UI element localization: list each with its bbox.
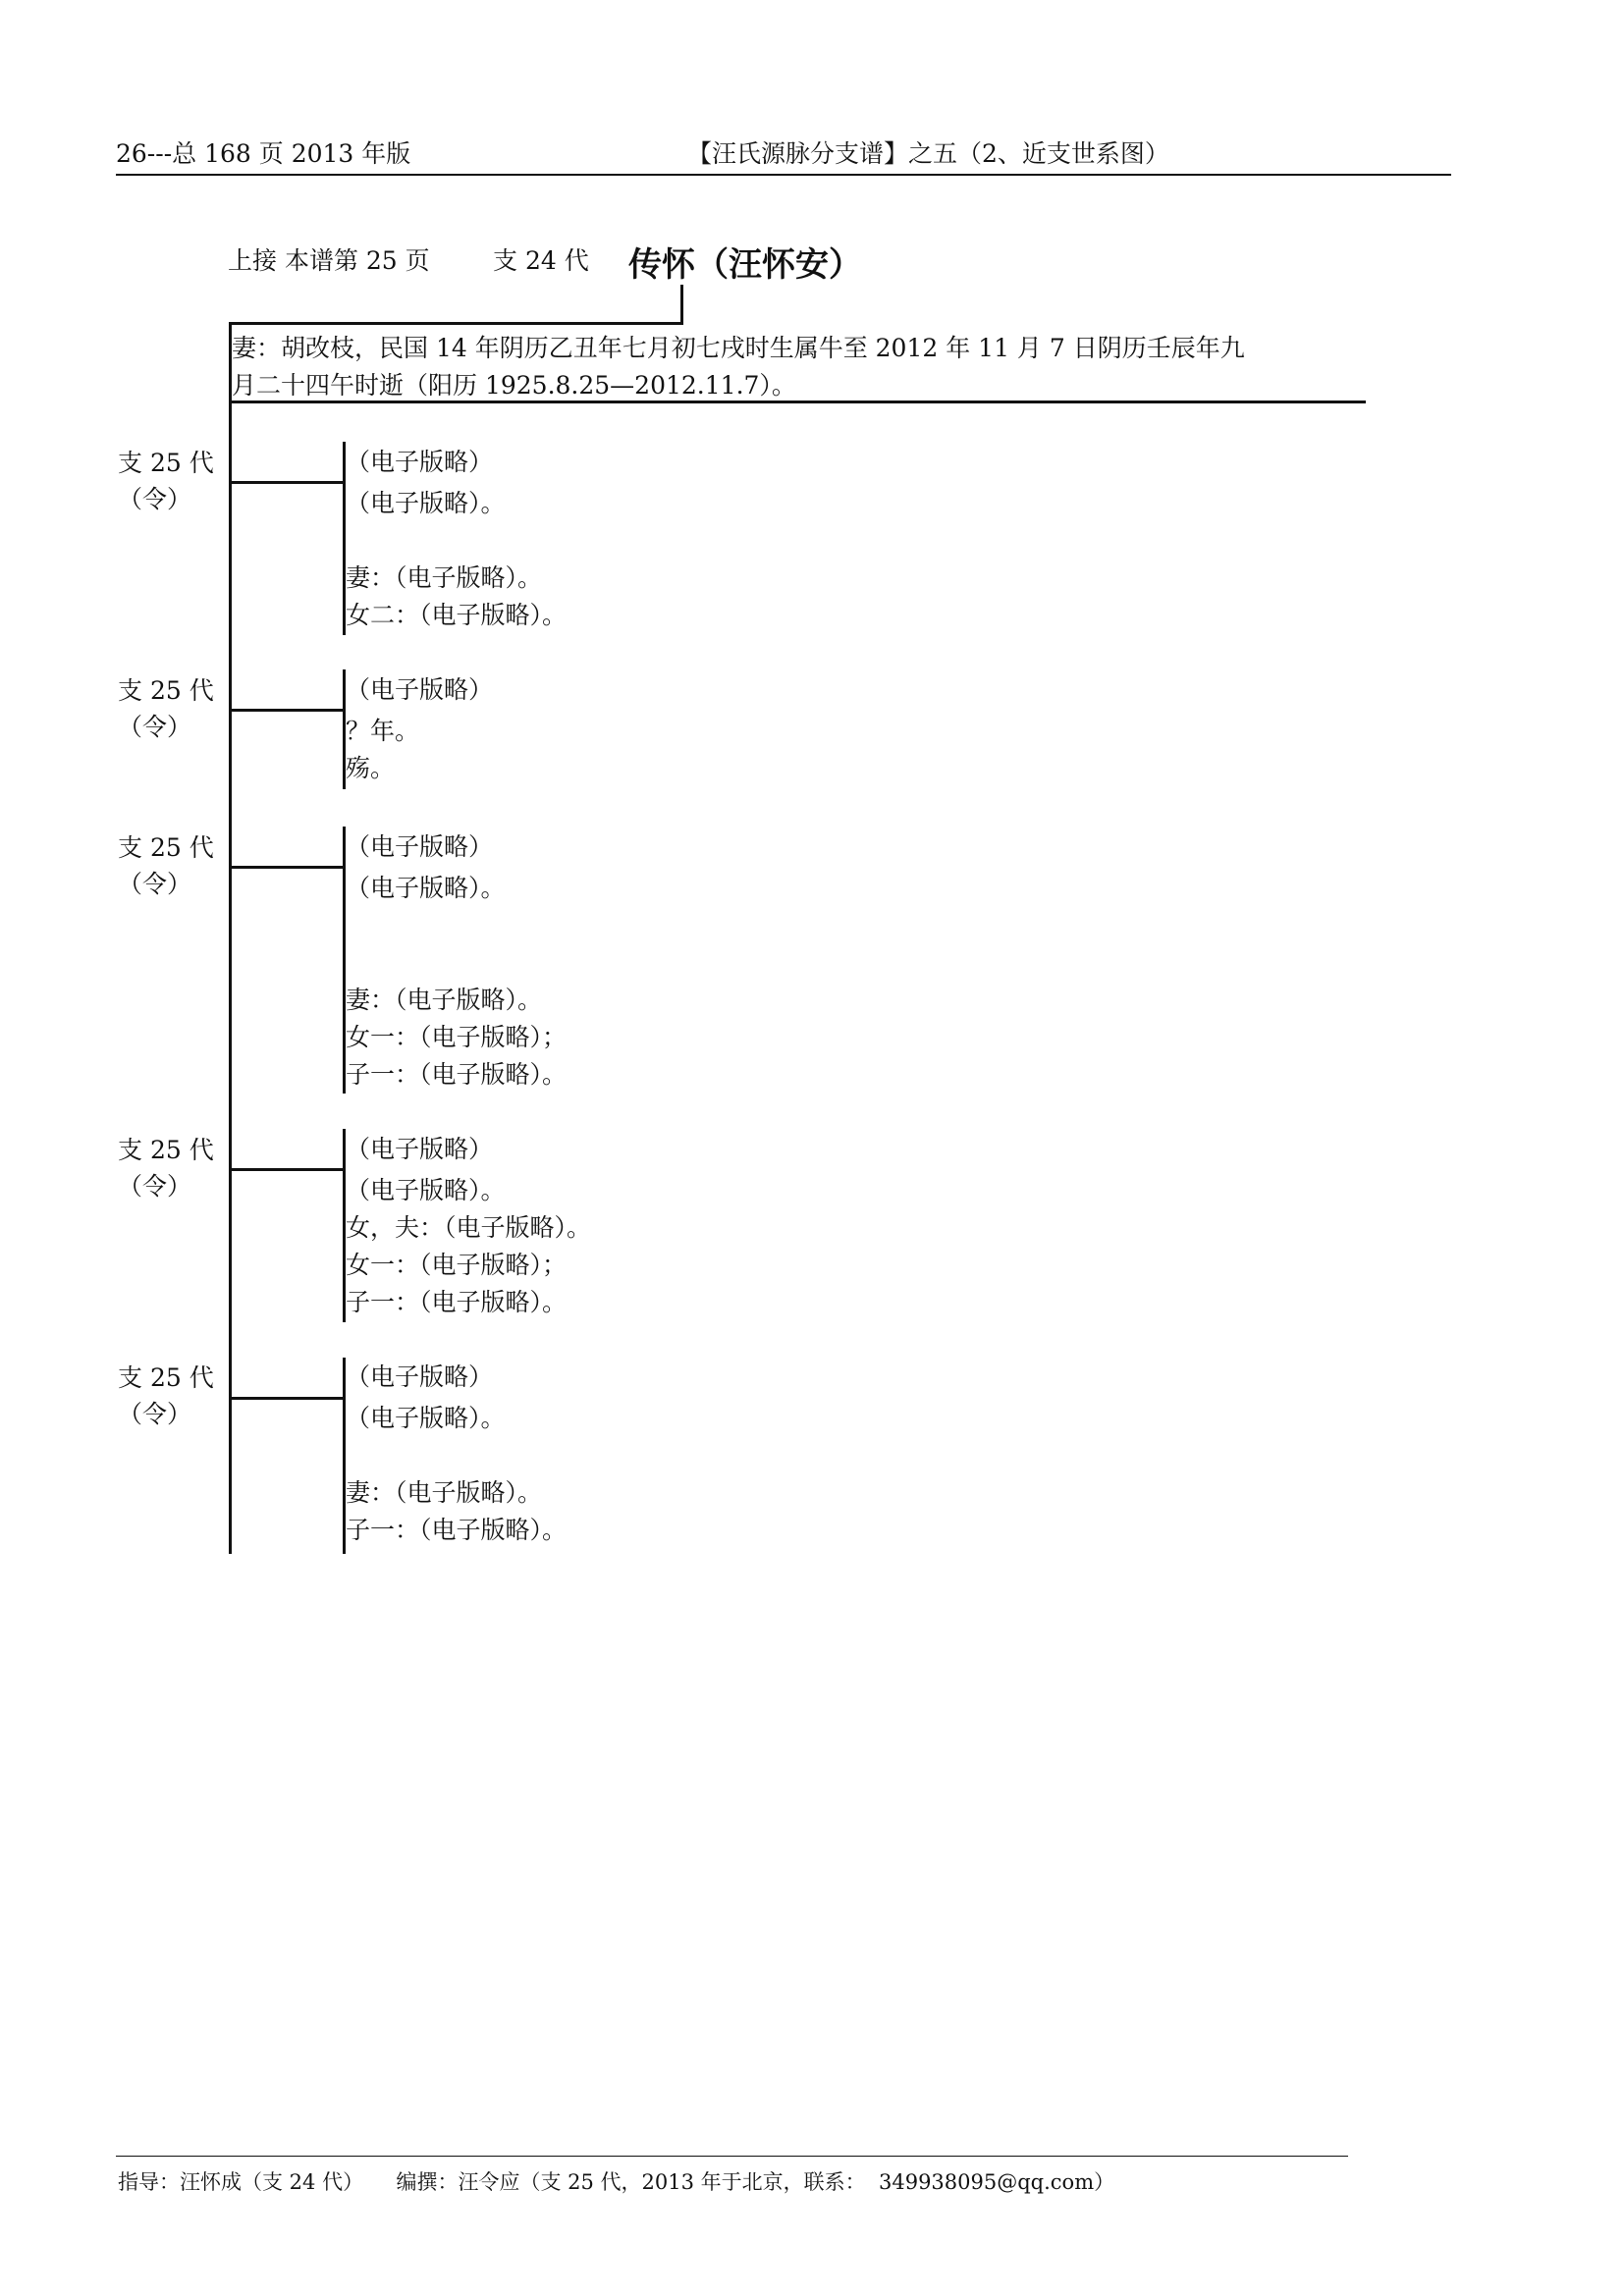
child-3-line — [346, 907, 567, 944]
child-5-line: 妻：（电子版略）。 — [346, 1478, 543, 1507]
family-trunk — [229, 322, 232, 1554]
child-2-line: （电子版略） — [346, 675, 494, 704]
child-3-line — [346, 944, 567, 982]
footer-text: 指导：汪怀成（支 24 代） 编撰：汪令应（支 25 代，2013 年于北京，联系： 349938095@qq.com） — [118, 2170, 1115, 2194]
child-3-line: （电子版略） — [346, 832, 494, 861]
root-wife-line-2: 月二十四午时逝（阳历 1925.8.25—2012.11.7）。 — [232, 371, 796, 400]
child-1-line — [346, 522, 567, 560]
child-1-line: 妻：（电子版略）。 — [346, 563, 543, 592]
child-1-line: （电子版略）。 — [346, 489, 506, 517]
root-wife-rule — [229, 400, 1366, 403]
child-4-line: 子一：（电子版略）。 — [346, 1288, 568, 1316]
child-5-details — [346, 1359, 567, 1549]
header-left: 26---总 168 页 2013 年版 — [116, 139, 411, 168]
footer-rule — [116, 2156, 1348, 2157]
header-rule — [116, 174, 1451, 176]
child-4-generation: 支 25 代 — [118, 1136, 214, 1164]
child-3-line: 妻：（电子版略）。 — [346, 986, 543, 1014]
child-2-sub: （令） — [118, 713, 192, 741]
child-3-line: 子一：（电子版略）。 — [346, 1060, 568, 1089]
child-3-branch — [229, 866, 345, 869]
child-5-line: （电子版略）。 — [346, 1404, 506, 1432]
child-1-branch — [229, 481, 345, 484]
child-4-line: 女一：（电子版略）； — [346, 1251, 568, 1279]
child-5-line: 子一：（电子版略）。 — [346, 1516, 568, 1544]
child-4-line: （电子版略） — [346, 1135, 494, 1163]
child-5-generation: 支 25 代 — [118, 1363, 214, 1392]
root-ref: 上接 本谱第 25 页 — [228, 246, 430, 275]
root-wife-line-1: 妻：胡改枝，民国 14 年阴历乙丑年七月初七戌时生属牛至 2012 年 11 月 7 日阴历壬辰年九 — [232, 334, 1245, 362]
child-4-line: （电子版略）。 — [346, 1176, 506, 1204]
root-stem — [680, 285, 683, 324]
child-5-line — [346, 1437, 567, 1474]
child-2-line: ？年。 — [346, 717, 420, 745]
header-right: 【汪氏源脉分支谱】之五（2、近支世系图） — [687, 139, 1169, 168]
child-1-details — [346, 444, 567, 634]
child-3-details — [346, 828, 567, 1094]
root-name: 传怀（汪怀安） — [628, 245, 862, 285]
child-1-sub: （令） — [118, 485, 192, 513]
child-3-line: （电子版略）。 — [346, 874, 506, 902]
child-2-details — [346, 671, 493, 787]
child-1-generation: 支 25 代 — [118, 449, 214, 477]
child-4-sub: （令） — [118, 1172, 192, 1201]
child-3-line: 女一：（电子版略）； — [346, 1023, 568, 1051]
child-1-line: （电子版略） — [346, 448, 494, 476]
root-bar — [229, 322, 683, 325]
child-5-sub: （令） — [118, 1400, 192, 1428]
child-2-line: 殇。 — [346, 754, 396, 782]
child-3-sub: （令） — [118, 870, 192, 898]
child-2-branch — [229, 709, 345, 712]
root-generation: 支 24 代 — [493, 246, 589, 275]
child-5-branch — [229, 1397, 345, 1400]
child-1-line: 女二：（电子版略）。 — [346, 601, 568, 629]
child-4-line: 女，夫：（电子版略）。 — [346, 1213, 592, 1242]
child-5-line: （电子版略） — [346, 1362, 494, 1391]
child-4-details — [346, 1131, 591, 1321]
child-2-generation: 支 25 代 — [118, 676, 214, 705]
child-4-branch — [229, 1168, 345, 1171]
child-3-generation: 支 25 代 — [118, 833, 214, 862]
